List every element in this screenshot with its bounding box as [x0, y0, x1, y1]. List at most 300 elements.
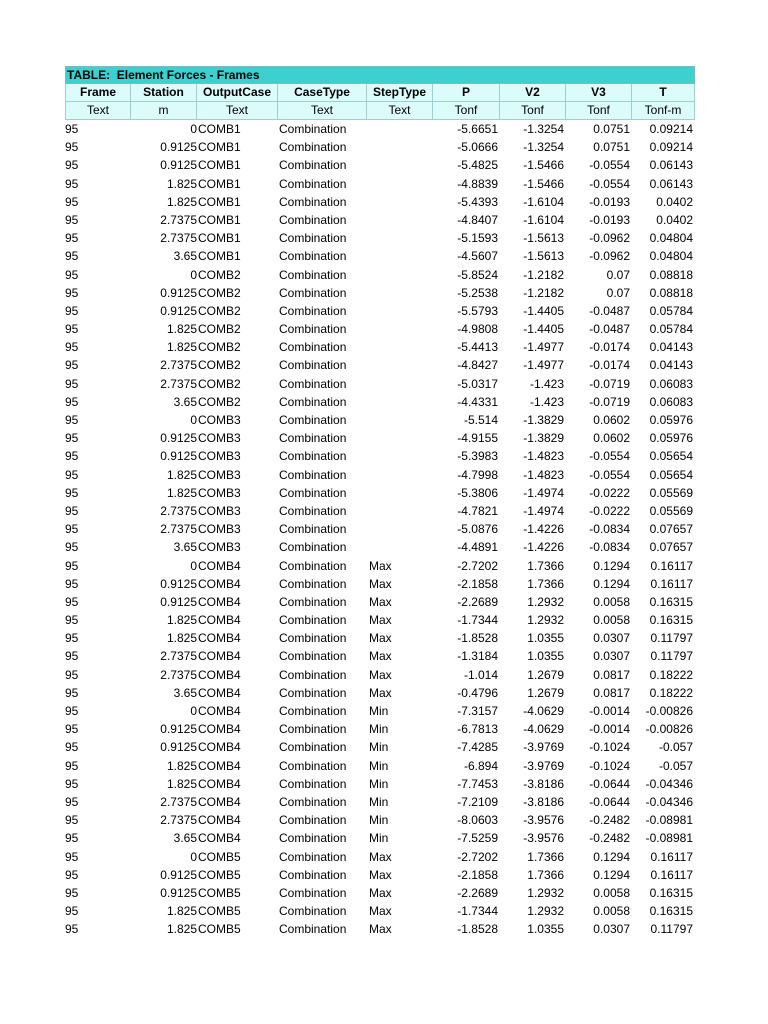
cell-case-type: Combination [279, 140, 347, 155]
cell-p: -4.8427 [457, 358, 498, 373]
cell-t: 0.16315 [649, 885, 693, 900]
cell-output-case: COMB1 [198, 249, 241, 264]
cell-step-type: Max [369, 631, 392, 646]
cell-v3: 0.0751 [593, 122, 630, 136]
cell-frame: 95 [65, 794, 79, 809]
table-row [65, 266, 695, 284]
cell-t: 0.07657 [649, 540, 693, 555]
cell-t: 0.16117 [650, 576, 693, 591]
cell-step-type: Max [369, 904, 392, 919]
cell-case-type: Combination [279, 667, 347, 682]
cell-station: 0 [190, 704, 197, 718]
cell-p: -5.1593 [457, 231, 498, 246]
cell-station: 0 [190, 413, 197, 427]
cell-station: 1.825 [166, 340, 197, 355]
cell-case-type: Combination [279, 794, 347, 809]
unit-step-type: Text [367, 102, 433, 120]
cell-t: 0.07657 [649, 522, 693, 537]
cell-p: -5.514 [463, 413, 498, 427]
cell-p: -4.9155 [457, 431, 498, 446]
header-p: P [433, 84, 500, 102]
cell-station: 0 [190, 558, 197, 573]
cell-case-type: Combination [279, 212, 347, 227]
cell-case-type: Combination [279, 394, 347, 409]
cell-v3: 0.0307 [593, 922, 630, 937]
cell-t: -0.08981 [645, 813, 693, 828]
cell-step-type [367, 156, 433, 174]
cell-output-case: COMB3 [198, 467, 241, 482]
cell-v2: -1.2182 [523, 267, 564, 282]
cell-station: 2.7375 [160, 794, 197, 809]
cell-output-case: COMB4 [198, 594, 241, 609]
cell-v2: 1.2932 [527, 594, 564, 609]
cell-p: -1.8528 [457, 922, 498, 937]
cell-step-type [367, 193, 433, 211]
cell-p: -5.4825 [457, 158, 498, 173]
unit-output-case: Text [197, 102, 278, 120]
cell-step-type [367, 411, 433, 429]
cell-station: 1.825 [166, 613, 197, 628]
cell-output-case: COMB1 [198, 122, 241, 136]
cell-step-type: Max [369, 576, 392, 591]
cell-case-type: Combination [279, 594, 347, 609]
cell-frame: 95 [65, 340, 79, 355]
cell-output-case: COMB5 [198, 904, 241, 919]
cell-case-type: Combination [279, 758, 347, 773]
cell-v2: -3.9576 [523, 813, 564, 828]
cell-step-type: Min [369, 740, 389, 755]
table-row [65, 902, 695, 920]
cell-output-case: COMB4 [198, 831, 241, 846]
unit-station: m [131, 102, 197, 120]
table-row [65, 302, 695, 320]
cell-v3: 0.0817 [593, 667, 630, 682]
cell-output-case: COMB4 [198, 613, 241, 628]
cell-p: -1.7344 [457, 904, 498, 919]
cell-t: 0.11797 [650, 922, 693, 937]
cell-frame: 95 [65, 594, 79, 609]
cell-t: -0.08981 [645, 831, 693, 846]
header-output-case: OutputCase [197, 84, 278, 102]
table-row [65, 684, 695, 702]
header-v3: V3 [566, 84, 632, 102]
table-row [65, 156, 695, 174]
table-row [65, 575, 695, 593]
cell-step-type: Min [369, 722, 389, 737]
header-station: Station [131, 84, 197, 102]
table-row [65, 775, 695, 793]
cell-station: 1.825 [166, 776, 197, 791]
cell-output-case: COMB4 [198, 794, 241, 809]
cell-v3: 0.0602 [593, 431, 630, 446]
cell-p: -4.5607 [457, 249, 498, 264]
cell-station: 3.65 [173, 831, 197, 846]
cell-station: 3.65 [173, 249, 197, 264]
cell-frame: 95 [65, 685, 79, 700]
cell-frame: 95 [65, 376, 79, 391]
table-row [65, 520, 695, 538]
cell-frame: 95 [65, 394, 79, 409]
cell-v3: -0.1024 [589, 740, 630, 755]
cell-v2: 1.2932 [527, 885, 564, 900]
cell-p: -1.3184 [457, 649, 498, 664]
cell-p: -2.7202 [457, 849, 498, 864]
unit-v3: Tonf [566, 102, 632, 120]
cell-v3: 0.0058 [593, 904, 630, 919]
cell-output-case: COMB4 [198, 576, 241, 591]
cell-output-case: COMB1 [198, 231, 241, 246]
column-header-row [65, 84, 695, 102]
cell-p: -4.8839 [457, 176, 498, 191]
cell-v2: 1.0355 [527, 649, 564, 664]
cell-p: -8.0603 [457, 813, 498, 828]
cell-t: 0.05784 [649, 303, 693, 318]
cell-v3: 0.0058 [593, 594, 630, 609]
cell-frame: 95 [65, 358, 79, 373]
table-row [65, 175, 695, 193]
unit-case-type: Text [278, 102, 367, 120]
table-row [65, 557, 695, 575]
cell-station: 0.9125 [160, 594, 197, 609]
cell-p: -5.0666 [457, 140, 498, 155]
cell-frame: 95 [65, 613, 79, 628]
cell-v3: -0.0719 [589, 376, 630, 391]
cell-p: -2.1858 [457, 867, 498, 882]
cell-station: 0.9125 [160, 576, 197, 591]
cell-p: -5.2538 [457, 285, 498, 300]
unit-v2: Tonf [500, 102, 566, 120]
cell-t: 0.04143 [649, 358, 693, 373]
cell-t: 0.0402 [656, 212, 693, 227]
cell-step-type: Max [369, 558, 392, 573]
cell-output-case: COMB2 [198, 340, 241, 355]
cell-step-type: Max [369, 613, 392, 628]
cell-output-case: COMB4 [198, 685, 241, 700]
cell-frame: 95 [65, 704, 79, 718]
cell-p: -6.894 [463, 758, 498, 773]
cell-v2: -4.0629 [523, 704, 564, 718]
header-v2: V2 [500, 84, 566, 102]
cell-t: 0.06143 [649, 176, 693, 191]
cell-step-type [367, 538, 433, 556]
cell-v3: 0.1294 [593, 867, 630, 882]
cell-p: -2.2689 [457, 885, 498, 900]
cell-v2: -1.423 [529, 394, 564, 409]
cell-v3: -0.0554 [589, 449, 630, 464]
cell-case-type: Combination [279, 267, 347, 282]
cell-station: 0.9125 [160, 140, 197, 155]
cell-frame: 95 [65, 722, 79, 737]
cell-case-type: Combination [279, 776, 347, 791]
cell-output-case: COMB4 [198, 667, 241, 682]
cell-v2: -1.3829 [523, 413, 564, 427]
cell-frame: 95 [65, 140, 79, 155]
cell-v3: -0.0222 [589, 485, 630, 500]
cell-station: 2.7375 [160, 649, 197, 664]
cell-v2: -1.5466 [523, 158, 564, 173]
cell-output-case: COMB2 [198, 267, 241, 282]
cell-case-type: Combination [279, 704, 347, 718]
cell-case-type: Combination [279, 322, 347, 337]
cell-v2: -3.9769 [523, 758, 564, 773]
cell-case-type: Combination [279, 413, 347, 427]
cell-p: -5.4413 [457, 340, 498, 355]
table-row [65, 702, 695, 720]
cell-frame: 95 [65, 122, 79, 136]
cell-t: 0.16315 [649, 904, 693, 919]
cell-t: 0.0402 [656, 194, 693, 209]
table-title: TABLE: Element Forces - Frames [65, 66, 695, 84]
unit-t: Tonf-m [632, 102, 695, 120]
cell-frame: 95 [65, 413, 79, 427]
cell-v2: -1.2182 [523, 285, 564, 300]
cell-frame: 95 [65, 467, 79, 482]
table-row [65, 793, 695, 811]
cell-frame: 95 [65, 576, 79, 591]
cell-step-type: Max [369, 849, 392, 864]
cell-case-type: Combination [279, 904, 347, 919]
cell-v3: 0.0307 [593, 631, 630, 646]
cell-v2: -3.8186 [523, 794, 564, 809]
cell-t: 0.09214 [649, 122, 693, 136]
cell-v3: -0.0834 [589, 522, 630, 537]
cell-frame: 95 [65, 831, 79, 846]
header-step-type: StepType [367, 84, 433, 102]
table-row [65, 484, 695, 502]
cell-v2: -1.6104 [523, 194, 564, 209]
cell-v2: -1.5466 [523, 176, 564, 191]
cell-frame: 95 [65, 540, 79, 555]
table-row [65, 466, 695, 484]
cell-v2: -1.4405 [523, 322, 564, 337]
cell-p: -7.2109 [457, 794, 498, 809]
table-row [65, 593, 695, 611]
table-row [65, 193, 695, 211]
cell-v2: -1.4405 [523, 303, 564, 318]
cell-v3: 0.1294 [593, 576, 630, 591]
units-row [65, 102, 695, 120]
cell-t: 0.06143 [649, 158, 693, 173]
cell-v2: -1.3829 [523, 431, 564, 446]
cell-t: 0.05569 [649, 503, 693, 518]
cell-v3: -0.0193 [589, 212, 630, 227]
table-body [65, 120, 695, 938]
cell-v2: -1.4974 [523, 503, 564, 518]
cell-case-type: Combination [279, 740, 347, 755]
cell-v2: -1.3254 [523, 122, 564, 136]
cell-output-case: COMB1 [198, 140, 241, 155]
table-row [65, 229, 695, 247]
cell-v3: -0.0174 [589, 340, 630, 355]
cell-frame: 95 [65, 758, 79, 773]
cell-output-case: COMB2 [198, 285, 241, 300]
cell-v3: -0.0834 [589, 540, 630, 555]
cell-t: 0.04143 [649, 340, 693, 355]
table-row [65, 647, 695, 665]
table-row [65, 866, 695, 884]
cell-case-type: Combination [279, 231, 347, 246]
cell-v3: -0.2482 [589, 831, 630, 846]
cell-frame: 95 [65, 322, 79, 337]
cell-output-case: COMB2 [198, 322, 241, 337]
cell-station: 3.65 [173, 685, 197, 700]
cell-t: 0.05784 [649, 322, 693, 337]
cell-v2: -1.6104 [523, 212, 564, 227]
cell-v2: 1.2679 [527, 667, 564, 682]
table-row [65, 738, 695, 756]
cell-t: -0.04346 [645, 794, 693, 809]
cell-p: -5.4393 [457, 194, 498, 209]
cell-frame: 95 [65, 631, 79, 646]
cell-case-type: Combination [279, 649, 347, 664]
cell-output-case: COMB4 [198, 631, 241, 646]
cell-frame: 95 [65, 740, 79, 755]
cell-station: 0.9125 [160, 722, 197, 737]
cell-case-type: Combination [279, 631, 347, 646]
cell-step-type: Max [369, 922, 392, 937]
cell-case-type: Combination [279, 449, 347, 464]
cell-case-type: Combination [279, 885, 347, 900]
cell-p: -7.4285 [457, 740, 498, 755]
cell-v3: -0.0014 [589, 722, 630, 737]
cell-station: 2.7375 [160, 358, 197, 373]
cell-v3: -0.0644 [589, 794, 630, 809]
cell-case-type: Combination [279, 249, 347, 264]
cell-v3: -0.0554 [589, 176, 630, 191]
cell-v2: -1.4226 [523, 522, 564, 537]
cell-p: -4.8407 [457, 212, 498, 227]
cell-v2: 1.2679 [527, 685, 564, 700]
cell-p: -5.3983 [457, 449, 498, 464]
cell-v3: 0.0058 [593, 885, 630, 900]
cell-frame: 95 [65, 667, 79, 682]
cell-frame: 95 [65, 503, 79, 518]
cell-frame: 95 [65, 522, 79, 537]
cell-t: 0.11797 [650, 631, 693, 646]
cell-output-case: COMB2 [198, 358, 241, 373]
cell-case-type: Combination [279, 540, 347, 555]
cell-v2: -1.5613 [523, 231, 564, 246]
cell-v3: 0.0058 [593, 613, 630, 628]
cell-output-case: COMB5 [198, 885, 241, 900]
table-row [65, 829, 695, 847]
cell-p: -1.7344 [457, 613, 498, 628]
cell-station: 0.9125 [160, 158, 197, 173]
cell-step-type [367, 138, 433, 156]
cell-v3: -0.0487 [589, 303, 630, 318]
cell-station: 1.825 [166, 758, 197, 773]
cell-v2: 1.7366 [527, 576, 564, 591]
table-row [65, 720, 695, 738]
cell-case-type: Combination [279, 158, 347, 173]
cell-v3: -0.0962 [589, 231, 630, 246]
cell-step-type: Min [369, 831, 389, 846]
cell-v2: -1.5613 [523, 249, 564, 264]
header-frame: Frame [65, 84, 131, 102]
cell-output-case: COMB5 [198, 922, 241, 937]
cell-station: 3.65 [173, 540, 197, 555]
cell-step-type: Min [369, 794, 389, 809]
cell-p: -5.3806 [457, 485, 498, 500]
cell-step-type [367, 520, 433, 538]
cell-station: 2.7375 [160, 231, 197, 246]
table-row [65, 920, 695, 938]
cell-step-type [367, 211, 433, 229]
cell-case-type: Combination [279, 831, 347, 846]
cell-v2: -1.4977 [523, 358, 564, 373]
table-row [65, 338, 695, 356]
cell-frame: 95 [65, 176, 79, 191]
cell-v2: -1.4226 [523, 540, 564, 555]
cell-t: -0.04346 [645, 776, 693, 791]
cell-frame: 95 [65, 485, 79, 500]
cell-v3: -0.0962 [589, 249, 630, 264]
cell-output-case: COMB4 [198, 649, 241, 664]
cell-v3: 0.1294 [593, 849, 630, 864]
cell-v3: 0.0307 [593, 649, 630, 664]
cell-t: 0.16315 [649, 613, 693, 628]
cell-step-type [367, 375, 433, 393]
cell-t: 0.04804 [649, 231, 693, 246]
cell-frame: 95 [65, 922, 79, 937]
cell-case-type: Combination [279, 431, 347, 446]
cell-step-type [367, 302, 433, 320]
cell-case-type: Combination [279, 849, 347, 864]
cell-frame: 95 [65, 449, 79, 464]
cell-case-type: Combination [279, 813, 347, 828]
cell-step-type [367, 502, 433, 520]
cell-v2: -1.4823 [523, 467, 564, 482]
cell-station: 0.9125 [160, 431, 197, 446]
cell-v2: -3.9576 [523, 831, 564, 846]
cell-case-type: Combination [279, 685, 347, 700]
cell-output-case: COMB1 [198, 212, 241, 227]
cell-frame: 95 [65, 267, 79, 282]
cell-frame: 95 [65, 231, 79, 246]
table-row [65, 502, 695, 520]
table-row [65, 138, 695, 156]
cell-case-type: Combination [279, 176, 347, 191]
cell-v3: 0.0817 [593, 685, 630, 700]
cell-p: -5.0317 [457, 376, 498, 391]
header-case-type: CaseType [278, 84, 367, 102]
cell-t: -0.00826 [645, 704, 693, 718]
cell-step-type: Min [369, 813, 389, 828]
cell-frame: 95 [65, 867, 79, 882]
cell-station: 3.65 [173, 394, 197, 409]
cell-station: 0 [190, 849, 197, 864]
cell-step-type [367, 429, 433, 447]
cell-case-type: Combination [279, 194, 347, 209]
cell-output-case: COMB4 [198, 704, 241, 718]
cell-output-case: COMB2 [198, 376, 241, 391]
cell-step-type [367, 484, 433, 502]
cell-frame: 95 [65, 776, 79, 791]
cell-v2: 1.7366 [527, 558, 564, 573]
cell-output-case: COMB3 [198, 431, 241, 446]
cell-p: -6.7813 [457, 722, 498, 737]
cell-frame: 95 [65, 649, 79, 664]
cell-output-case: COMB3 [198, 522, 241, 537]
cell-frame: 95 [65, 285, 79, 300]
cell-station: 2.7375 [160, 503, 197, 518]
unit-frame: Text [65, 102, 131, 120]
cell-step-type [367, 284, 433, 302]
cell-step-type: Max [369, 885, 392, 900]
table-row [65, 120, 695, 138]
cell-output-case: COMB4 [198, 722, 241, 737]
cell-station: 0.9125 [160, 303, 197, 318]
